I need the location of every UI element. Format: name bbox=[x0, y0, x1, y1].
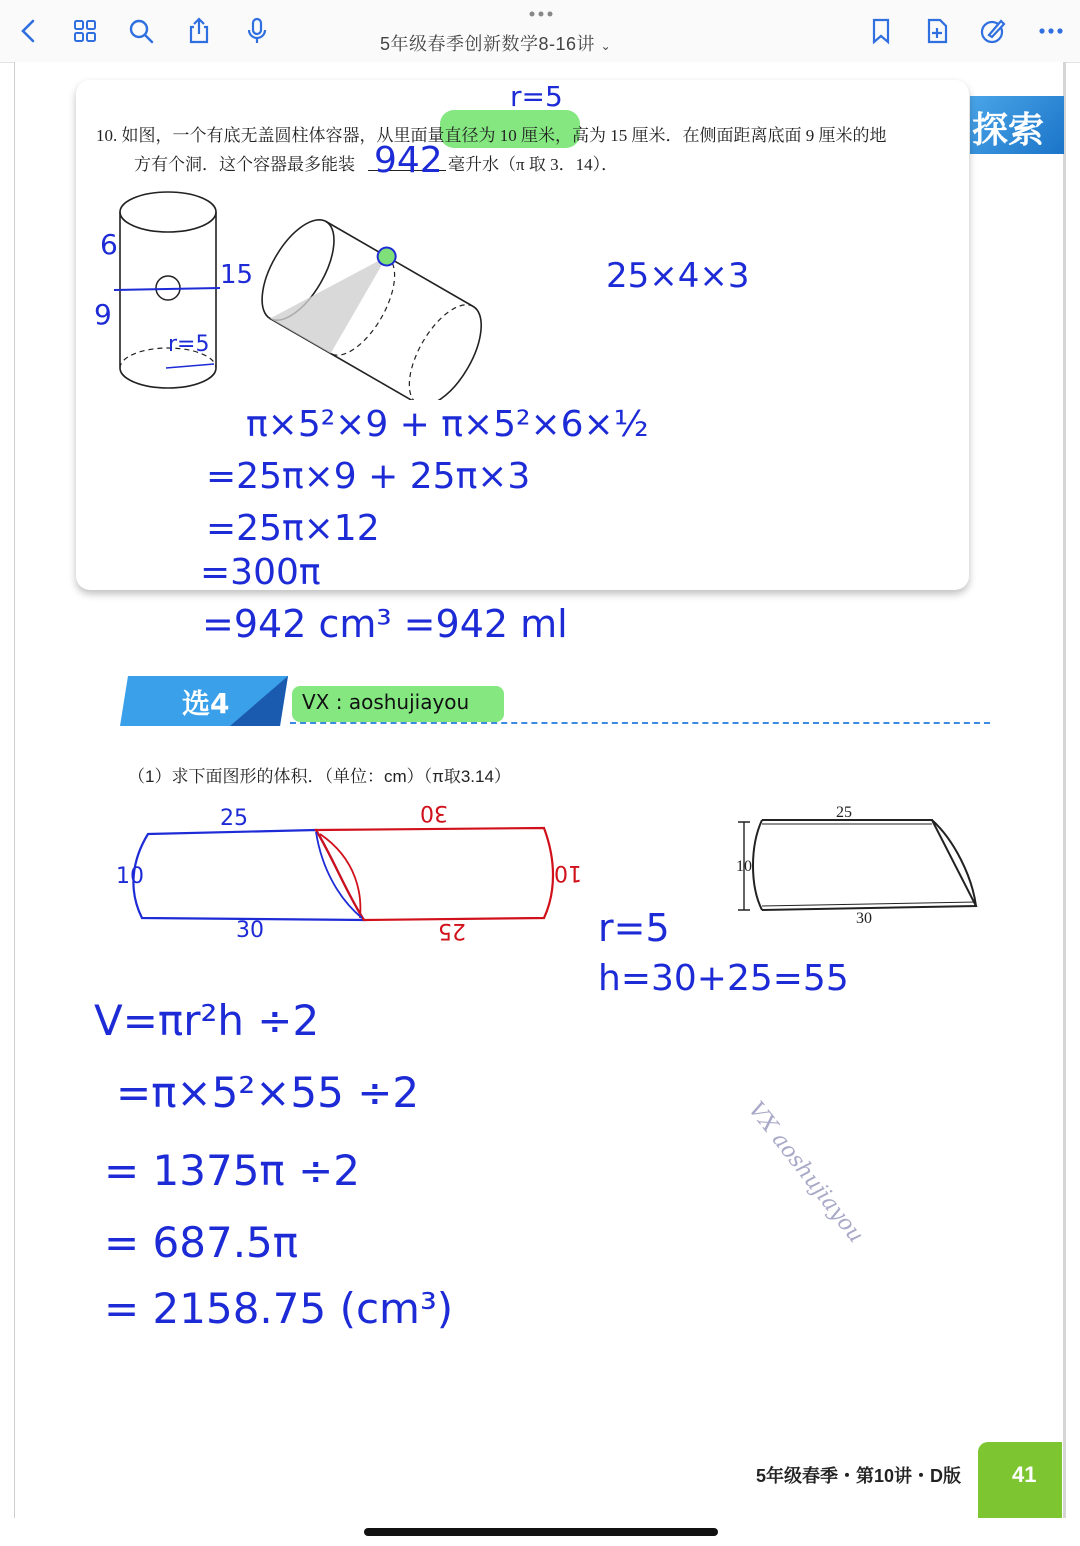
back-icon[interactable] bbox=[12, 14, 46, 48]
section-tab: 探索 bbox=[970, 96, 1064, 154]
hw-left-blue: 10 bbox=[116, 864, 144, 889]
drag-handle-icon[interactable] bbox=[524, 4, 558, 18]
split-cylinder-sketch bbox=[110, 800, 590, 950]
cylinder-figures bbox=[90, 180, 550, 400]
hw-label-15: 15 bbox=[220, 260, 254, 290]
page-number: 41 bbox=[1012, 1462, 1037, 1487]
hw-step5: =942 cm³ =942 ml bbox=[202, 602, 568, 646]
hw-v5: = 2158.75 (cm³) bbox=[104, 1284, 454, 1333]
document-title[interactable]: 5年级春季创新数学8-16讲 ⌄ bbox=[380, 34, 612, 54]
hw-top-red: 30 bbox=[420, 800, 448, 825]
annotate-icon[interactable] bbox=[976, 14, 1010, 48]
hw-top-blue: 25 bbox=[220, 806, 248, 831]
section-label: 选4 bbox=[182, 687, 230, 720]
figure-label-left: 10 bbox=[736, 858, 752, 875]
hw-vx-note: VX : aoshujiayou bbox=[302, 690, 470, 714]
share-icon[interactable] bbox=[182, 14, 216, 48]
home-indicator[interactable] bbox=[364, 1528, 718, 1536]
hw-v3: = 1375π ÷2 bbox=[104, 1146, 360, 1195]
hw-step1: π×5²×9 + π×5²×6×½ bbox=[246, 404, 649, 445]
bookmark-icon[interactable] bbox=[864, 14, 898, 48]
hw-step2: =25π×9 + 25π×3 bbox=[206, 456, 531, 497]
hw-v4: = 687.5π bbox=[104, 1218, 299, 1267]
more-icon[interactable] bbox=[1034, 14, 1068, 48]
hw-step4: =300π bbox=[200, 552, 321, 593]
hw-v1: V=πr²h ÷2 bbox=[94, 996, 320, 1045]
hw-label-6: 6 bbox=[100, 228, 118, 261]
hw-v2: =π×5²×55 ÷2 bbox=[116, 1068, 420, 1117]
hw-answer: 942 bbox=[374, 140, 443, 181]
hw-label-9: 9 bbox=[94, 298, 112, 331]
question-text-line2a: 方有个洞．这个容器最多能装 bbox=[134, 155, 355, 174]
hw-bottom-blue: 30 bbox=[236, 918, 264, 943]
printed-figure bbox=[736, 806, 986, 924]
question-text-line2b: 毫升水（π 取 3．14）． bbox=[448, 155, 619, 174]
add-page-icon[interactable] bbox=[920, 14, 954, 48]
search-icon[interactable] bbox=[124, 14, 158, 48]
grid-icon[interactable] bbox=[68, 14, 102, 48]
hw-r5-note: r=5 bbox=[510, 80, 563, 113]
question1-text: （1）求下面图形的体积．（单位：cm）（π取3.14） bbox=[128, 767, 511, 786]
hw-r: r=5 bbox=[598, 906, 670, 950]
top-toolbar bbox=[0, 0, 1080, 63]
section-divider bbox=[290, 722, 990, 724]
hw-label-r5: r=5 bbox=[168, 332, 210, 357]
watermark: VX aoshujiayou bbox=[743, 1097, 869, 1248]
hw-h: h=30+25=55 bbox=[598, 958, 849, 999]
hw-right-red: 10 bbox=[554, 860, 582, 885]
page-footer: 5年级春季・第10讲・D版 bbox=[756, 1466, 962, 1486]
figure-label-bottom: 30 bbox=[856, 910, 872, 927]
hw-bottom-red: 25 bbox=[438, 918, 466, 943]
hw-side-calc: 25×4×3 bbox=[606, 256, 750, 296]
question-text-line1: 10. 如图，一个有底无盖圆柱体容器，从里面量直径为 10 厘米，高为 15 厘米．在侧面距离底面 9 厘米的地 bbox=[96, 126, 887, 145]
microphone-icon[interactable] bbox=[240, 14, 274, 48]
hw-step3: =25π×12 bbox=[206, 508, 380, 549]
figure-label-top: 25 bbox=[836, 804, 852, 821]
